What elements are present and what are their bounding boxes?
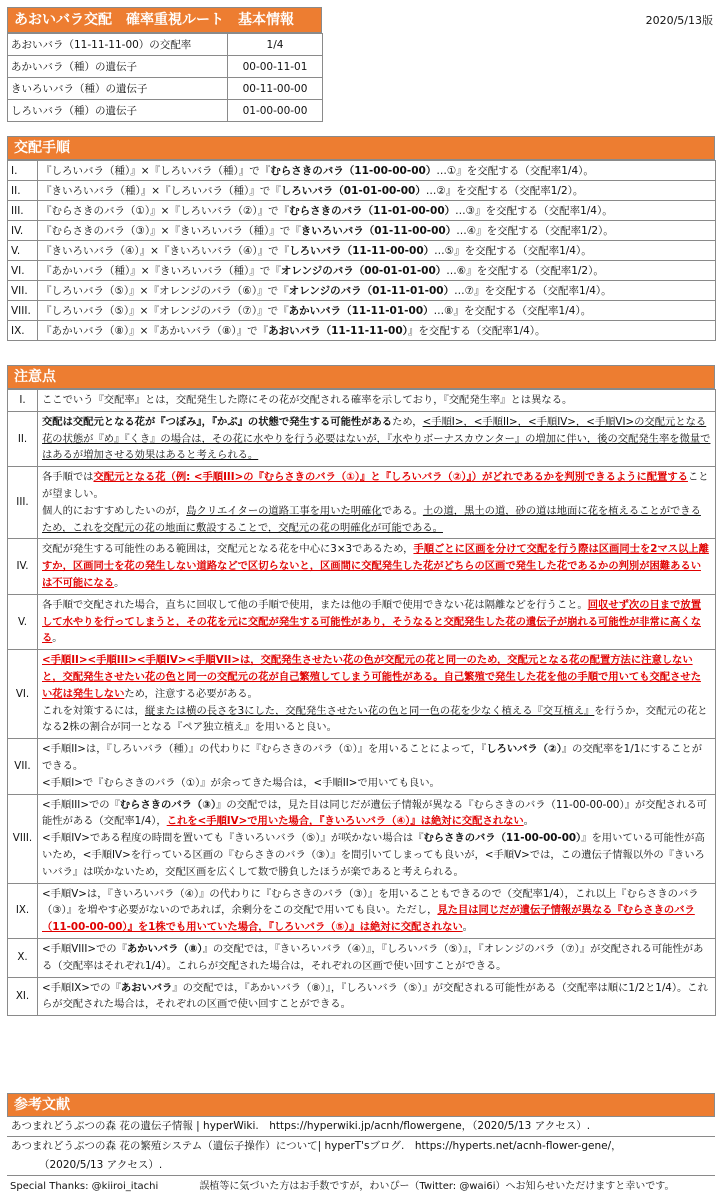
step-post: …⑥』を交配する（交配率1/2）。 [446, 265, 604, 277]
note-segment: 。 [114, 576, 125, 589]
note-number: V. [8, 594, 38, 649]
step-number: I. [8, 161, 38, 181]
note-segment: ここでいう『交配率』とは，交配発生した際にその花が交配される確率を示しており，『交配発生率』とは異なる。 [42, 394, 573, 406]
note-segment: <手順I>で『むらさきのバラ（①）』が余ってきた場合は，<手順II>で用いても良い。 [42, 776, 440, 789]
note-segment: これを<手順IV>で用いた場合，『きいろいバラ（④）』は絶対に交配されない [166, 815, 524, 828]
step-pre: 『むらさきのバラ（①）』×『しろいバラ（②）』で『 [41, 205, 290, 217]
step-result: オレンジのバラ（00-01-01-00） [280, 265, 447, 277]
note-segment: 』の交配では，見た目は同じだが遺伝子情報が異なる『むらさきのバラ（11-00-00-00）』が交配される可能性がある（交配率1/4）， [42, 798, 707, 828]
note-segment: <手順II><手順III><手順IV><手順VII>は，交配発生させたい花の色が交配元の花と同一のため，交配元となる花の配置方法に注意しないと，交配発生させたい花の色と同一の交配元の花が自己繁殖してしまう可能性がある。自己繁殖で発生した花を他の手順で用いても交配させたい花は発生しない [42, 654, 701, 700]
note-segment: <手順V>は，『きいろいバラ（④）』の代わりに『むらさきのバラ（③）』を用いることもできるので（交配率1/4），これ以上『むらさきのバラ（③）』を増やす必要がないのであれば，余剰分をこの交配で用いても良い。ただし， [42, 887, 699, 917]
step-result: しろいバラ（01-01-00-00） [280, 185, 426, 197]
note-text [38, 650, 716, 739]
step-post: …⑦』を交配する（交配率1/4）。 [454, 285, 612, 297]
info-value: 00-11-00-00 [228, 78, 323, 100]
note-segment: 』の交配では，『あかいバラ（⑧）』，『しろいバラ（⑤）』が交配される可能性がある（交配率は順に1/2と1/4）。これらが交配された場合は，それぞれの区画で使い回すことができる。 [42, 981, 708, 1011]
step-text [38, 201, 716, 221]
step-post: …⑧』を交配する（交配率1/4）。 [433, 305, 592, 317]
note-segment: ため， [392, 415, 423, 428]
note-row [8, 977, 716, 1016]
note-row [8, 883, 716, 938]
special-thanks: Special Thanks: @kiiroi_itachi [10, 1181, 159, 1192]
note-segment: 土の道，黒土の道，砂の道は地面に花を植えることができるため，これを交配元の花の地面に敷設することで，交配元の花の明確化が可能である。 [42, 504, 701, 534]
note-segment: 』を用いている可能性が高いため，<手順IV>を行っている区画の『むらさきのバラ（③）』を間引いてしまっても良いが，<手順V>では，この遺伝子情報以外の『きいろいバラ』は咲かないため，交配区画を広くして数で勝負したほうが楽であると考えられる。 [42, 832, 705, 878]
note-number: III. [8, 467, 38, 539]
step-text [38, 301, 716, 321]
note-segment: あおいバラ [120, 981, 173, 994]
note-segment: <手順II>は，『しろいバラ（種）』の代わりに『むらさきのバラ（①）』を用いることによって，『 [42, 743, 487, 756]
step-pre: 『きいろいバラ（種）』×『しろいバラ（種）』で『 [41, 185, 281, 197]
note-number: IX. [8, 883, 38, 938]
note-number: XI. [8, 977, 38, 1016]
note-row [8, 739, 716, 794]
step-result: オレンジのバラ（01-11-01-00） [288, 285, 455, 297]
info-label: しろいバラ（種）の遺伝子 [8, 100, 228, 122]
info-row [8, 34, 323, 56]
note-segment: 各手順では [42, 471, 94, 484]
note-text [38, 594, 716, 649]
note-segment: 交配が発生する可能性のある範囲は，交配元となる花を中心に3×3であるため， [42, 543, 414, 556]
procedure-row [8, 301, 716, 321]
procedure-row [8, 201, 716, 221]
step-pre: 『あかいバラ（⑧）』×『あかいバラ（⑧）』で『 [41, 325, 269, 337]
note-number: X. [8, 938, 38, 977]
references-list [7, 1117, 715, 1176]
step-result: しろいバラ（11-11-00-00） [289, 245, 435, 257]
note-segment: 各手順で交配された場合，直ちに回収して他の手順で使用，または他の手順で使用できない花は隔離などを行う [42, 598, 557, 611]
step-post: …③』を交配する（交配率1/4）。 [455, 205, 613, 217]
step-text [38, 321, 716, 341]
step-text [38, 261, 716, 281]
note-row [8, 467, 716, 539]
note-segment: ことが望ましい。 [42, 471, 709, 500]
note-number: II. [8, 411, 38, 466]
note-row [8, 650, 716, 739]
contact-note: 誤植等に気づいた方はお手数ですが，わいぴー（Twitter: @wai6i）へお知らせいただけますと幸いです。 [199, 1181, 675, 1192]
step-number: VI. [8, 261, 38, 281]
reference-item: （2020/5/13 アクセス）. [7, 1156, 715, 1176]
step-post: …①』を交配する（交配率1/4）。 [436, 165, 594, 177]
note-segment: こと。 [556, 598, 588, 611]
info-row [8, 56, 323, 78]
step-result: むらさきのバラ（11-01-00-00） [289, 205, 456, 217]
step-post: …⑤』を交配する（交配率1/4）。 [434, 245, 592, 257]
note-segment: <手順III>での『 [42, 798, 120, 811]
info-label: あおいバラ（11-11-11-00）の交配率 [8, 34, 228, 56]
info-table [7, 33, 323, 122]
step-post: 』を交配する（交配率1/4）。 [407, 325, 546, 337]
procedure-table [7, 160, 716, 341]
note-text [38, 794, 716, 883]
note-segment: むらさきのバラ（11-00-00-00） [423, 832, 582, 845]
step-number: III. [8, 201, 38, 221]
note-text [38, 977, 716, 1016]
info-value: 01-00-00-00 [228, 100, 323, 122]
note-text [38, 411, 716, 466]
note-segment: 個人的におすすめしたいのが， [42, 504, 187, 517]
procedure-row [8, 241, 716, 261]
note-segment: しろいバラ（②） [486, 743, 562, 756]
info-row [8, 100, 323, 122]
note-row [8, 411, 716, 466]
note-row [8, 938, 716, 977]
note-number: VI. [8, 650, 38, 739]
note-row [8, 594, 716, 649]
info-title: あおいバラ交配 確率重視ルート 基本情報 [7, 7, 322, 33]
note-segment: を行うか，交配元の花となる2株の割合が同一となる『ペア独立植え』を用いると良い。 [42, 704, 708, 734]
note-segment: 手順ごとに区画を分けて交配を行う際は区画同士を2マス以上離すか，区画同士を花の発生しない道路などで区切らないと，区画間に交配発生した花がどちらの区画で発生した花であるかの判別が困難あるいは不可能になる [42, 543, 709, 589]
version-date: 2020/5/13版 [645, 14, 713, 27]
note-segment: <手順IV>である程度の時間を置いても『きいろいバラ（⑤）』が咲かない場合は『 [42, 832, 424, 845]
procedure-row [8, 221, 716, 241]
note-text [38, 467, 716, 539]
reference-item: あつまれどうぶつの森 花の繁殖システム（遺伝子操作）について| hyperT'sブログ. https://hyperts.net/acnh-flower-gene/， [11, 1140, 622, 1152]
note-text [38, 539, 716, 594]
procedure-row [8, 321, 716, 341]
step-result: きいろいバラ（01-11-00-00） [300, 225, 457, 237]
step-pre: 『しろいバラ（種）』×『しろいバラ（種）』で『 [41, 165, 271, 177]
note-segment: <手順VIII>での『 [42, 942, 127, 955]
references-title: 参考文献 [7, 1093, 715, 1117]
note-text [38, 390, 716, 412]
note-text [38, 739, 716, 794]
step-pre: 『しろいバラ（⑤）』×『オレンジのバラ（⑦）』で『 [41, 305, 289, 317]
step-post: …②』を交配する（交配率1/2）。 [425, 185, 584, 197]
note-number: VII. [8, 739, 38, 794]
step-result: むらさきのバラ（11-00-00-00） [270, 165, 437, 177]
footer [10, 1177, 715, 1192]
note-row [8, 794, 716, 883]
note-text [38, 883, 716, 938]
note-segment: <手順I>，<手順II>，<手順IV>，<手順VI>の交配元となる花の状態が『め』『くき』の場合は，その花に水やりを行う必要はないが，『水やりボーナスカウンター』の増加に伴い，後の交配発生率を微量ではあるが増加させる効果はあると考えられる。 [42, 415, 711, 462]
procedure-row [8, 161, 716, 181]
note-segment: 交配元となる花（例: <手順III>の『むらさきのバラ（①）』と『しろいバラ（②）』）がどれであるかを判別できるように配置する [93, 471, 688, 484]
info-value: 00-00-11-01 [228, 56, 323, 78]
note-number: IV. [8, 539, 38, 594]
info-label: きいろいバラ（種）の遺伝子 [8, 78, 228, 100]
note-segment: <手順IX>での『 [42, 981, 121, 994]
step-number: V. [8, 241, 38, 261]
step-number: VII. [8, 281, 38, 301]
step-post: …④』を交配する（交配率1/2）。 [456, 225, 614, 237]
procedure-row [8, 181, 716, 201]
info-label: あかいバラ（種）の遺伝子 [8, 56, 228, 78]
step-number: IV. [8, 221, 38, 241]
procedure-row [8, 281, 716, 301]
note-segment: むらさきのバラ（③） [119, 798, 217, 811]
note-segment: これを対策するには， [42, 704, 145, 717]
step-result: あかいバラ（11-11-01-00） [288, 305, 434, 317]
note-segment: あかいバラ（⑧） [126, 942, 203, 955]
note-segment: 』の交配では，『きいろいバラ（④）』，『しろいバラ（⑤）』，『オレンジのバラ（⑦）』が交配される可能性がある（交配率はそれぞれ1/4）。これらが交配された場合は，それぞれの区画で使い回すことができる。 [42, 942, 704, 972]
procedure-row [8, 261, 716, 281]
step-pre: 『むらさきのバラ（③）』×『きいろいバラ（種）』で『 [41, 225, 301, 237]
note-segment: 』の交配率を1/1にすることができる。 [42, 743, 703, 772]
note-segment: である。 [381, 504, 423, 517]
note-row [8, 390, 716, 412]
step-pre: 『きいろいバラ（④）』×『きいろいバラ（④）』で『 [41, 245, 290, 257]
step-text [38, 181, 716, 201]
notes-title: 注意点 [7, 365, 715, 389]
step-number: VIII. [8, 301, 38, 321]
info-row [8, 78, 323, 100]
info-value: 1/4 [228, 34, 323, 56]
notes-table [7, 389, 716, 1016]
step-number: II. [8, 181, 38, 201]
procedure-title: 交配手順 [7, 136, 715, 160]
note-segment: 。 [52, 632, 63, 645]
note-number: VIII. [8, 794, 38, 883]
step-text [38, 241, 716, 261]
note-number: I. [8, 390, 38, 412]
reference-item: あつまれどうぶつの森 花の遺伝子情報 | hyperWiki. https://hyperwiki.jp/acnh/flowergene，（2020/5/13 アクセス）. [7, 1117, 715, 1137]
note-segment: 回収せず次の日まで放置して水やりを行ってしまうと，その花を元に交配が発生する可能性があり，そうなると交配発生した花の遺伝子が崩れる可能性が非常に高くなる [42, 598, 701, 645]
step-number: IX. [8, 321, 38, 341]
note-segment: 見た目は同じだが遺伝子情報が異なる『むらさきのバラ（11-00-00-00）』を1株でも用いていた場合，『しろいバラ（⑤）』は絶対に交配されない [42, 904, 695, 934]
note-segment: 島クリエイターの道路工事を用いた明確化 [186, 504, 382, 517]
step-text [38, 281, 716, 301]
step-result: あおいバラ（11-11-11-00） [268, 325, 408, 337]
step-text [38, 161, 716, 181]
note-row [8, 539, 716, 594]
step-text [38, 221, 716, 241]
note-segment: 縦または横の長さを3にした，交配発生させたい花の色と同一色の花を少なく植える『交互植え』 [144, 704, 595, 717]
step-pre: 『あかいバラ（種）』×『きいろいバラ（種）』で『 [41, 265, 281, 277]
note-segment: 交配は交配元となる花が『つぼみ』，『かぶ』の状態で発生する可能性がある [42, 415, 393, 428]
note-segment: 。 [462, 921, 473, 934]
note-text [38, 938, 716, 977]
step-pre: 『しろいバラ（⑤）』×『オレンジのバラ（⑥）』で『 [41, 285, 289, 297]
note-segment: ため，注意する必要がある。 [124, 687, 258, 700]
note-segment: 。 [523, 815, 534, 828]
